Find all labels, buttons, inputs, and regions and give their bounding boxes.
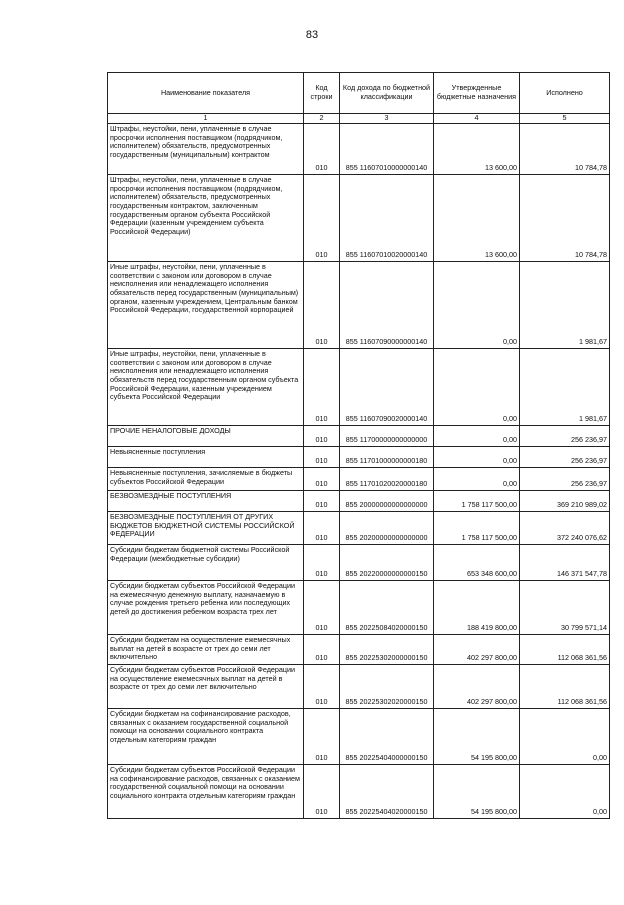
executed-amount: 256 236,97 (520, 468, 610, 491)
header-income-code: Код дохода по бюджетной классификации (340, 73, 434, 114)
table-row (108, 468, 610, 491)
table-row (108, 262, 610, 349)
income-code: 855 20225404000000150 (340, 709, 434, 765)
income-code: 855 20225302000000150 (340, 635, 434, 665)
approved-amount: 54 195 800,00 (434, 765, 520, 819)
budget-income-table (107, 72, 610, 819)
executed-amount: 1 981,67 (520, 262, 610, 349)
income-code: 855 20220000000000150 (340, 545, 434, 581)
table-row (108, 426, 610, 447)
column-number: 1 (108, 114, 304, 124)
approved-amount: 0,00 (434, 426, 520, 447)
executed-amount: 112 068 361,56 (520, 665, 610, 709)
column-number: 4 (434, 114, 520, 124)
approved-amount: 13 600,00 (434, 124, 520, 175)
executed-amount: 30 799 571,14 (520, 581, 610, 635)
table-row (108, 349, 610, 426)
executed-amount: 10 784,78 (520, 124, 610, 175)
line-code: 010 (304, 468, 340, 491)
column-number: 3 (340, 114, 434, 124)
line-code: 010 (304, 635, 340, 665)
page-number: 83 (305, 29, 319, 41)
line-code: 010 (304, 765, 340, 819)
table-row (108, 581, 610, 635)
executed-amount: 372 240 076,62 (520, 512, 610, 545)
line-code: 010 (304, 665, 340, 709)
income-code: 855 11607090000000140 (340, 262, 434, 349)
income-code: 855 20000000000000000 (340, 491, 434, 512)
approved-amount: 188 419 800,00 (434, 581, 520, 635)
approved-amount: 653 348 600,00 (434, 545, 520, 581)
income-code: 855 11607010000000140 (340, 124, 434, 175)
executed-amount: 369 210 989,02 (520, 491, 610, 512)
approved-amount: 0,00 (434, 349, 520, 426)
line-code: 010 (304, 175, 340, 262)
table-row (108, 175, 610, 262)
income-code: 855 20225404020000150 (340, 765, 434, 819)
approved-amount: 402 297 800,00 (434, 665, 520, 709)
income-code: 855 20225302020000150 (340, 665, 434, 709)
line-code: 010 (304, 545, 340, 581)
approved-amount: 402 297 800,00 (434, 635, 520, 665)
indicator-name: Субсидии бюджетам на осуществление ежемесячных выплат на детей в возрасте от трех до семи лет включительно (108, 635, 304, 665)
table-row (108, 491, 610, 512)
indicator-name: Иные штрафы, неустойки, пени, уплаченные в соответствии с законом или договором в случае неисполнения или ненадлежащего исполнения обязательств перед государственным (муниципальным) органом, казенным учреждением, Центральным банком Российской Федерации, государственной корпорацией (108, 262, 304, 349)
approved-amount: 0,00 (434, 262, 520, 349)
approved-amount: 54 195 800,00 (434, 709, 520, 765)
executed-amount: 0,00 (520, 709, 610, 765)
income-code: 855 11607090020000140 (340, 349, 434, 426)
header-indicator-name: Наименование показателя (108, 73, 304, 114)
indicator-name: БЕЗВОЗМЕЗДНЫЕ ПОСТУПЛЕНИЯ ОТ ДРУГИХ БЮДЖЕТОВ БЮДЖЕТНОЙ СИСТЕМЫ РОССИЙСКОЙ ФЕДЕРАЦИИ (108, 512, 304, 545)
income-code: 855 11701000000000180 (340, 447, 434, 468)
indicator-name: Субсидии бюджетам субъектов Российской Федерации на софинансирование расходов, связанных с оказанием государственной социальной помощи на основании социального контракта отдельным категориям граждан (108, 765, 304, 819)
header-executed: Исполнено (520, 73, 610, 114)
column-number: 2 (304, 114, 340, 124)
income-code: 855 20200000000000000 (340, 512, 434, 545)
table-row (108, 635, 610, 665)
table-row (108, 124, 610, 175)
header-line-code: Код строки (304, 73, 340, 114)
income-code: 855 11700000000000000 (340, 426, 434, 447)
indicator-name: Субсидии бюджетам бюджетной системы Российской Федерации (межбюджетные субсидии) (108, 545, 304, 581)
line-code: 010 (304, 426, 340, 447)
line-code: 010 (304, 262, 340, 349)
executed-amount: 10 784,78 (520, 175, 610, 262)
indicator-name: БЕЗВОЗМЕЗДНЫЕ ПОСТУПЛЕНИЯ (108, 491, 304, 512)
income-code: 855 11701020020000180 (340, 468, 434, 491)
table-row (108, 545, 610, 581)
approved-amount: 1 758 117 500,00 (434, 491, 520, 512)
indicator-name: Штрафы, неустойки, пени, уплаченные в случае просрочки исполнения поставщиком (подрядчиком, исполнителем) обязательств, предусмотренных государственным контрактом, заключенным государственным органом субъекта Российской Федерации (казенным учреждением субъекта Российской Федерации) (108, 175, 304, 262)
approved-amount: 13 600,00 (434, 175, 520, 262)
line-code: 010 (304, 124, 340, 175)
indicator-name: Субсидии бюджетам на софинансирование расходов, связанных с оказанием государственной социальной помощи на основании социального контракта отдельным категориям граждан (108, 709, 304, 765)
column-number: 5 (520, 114, 610, 124)
executed-amount: 112 068 361,56 (520, 635, 610, 665)
line-code: 010 (304, 709, 340, 765)
executed-amount: 256 236,97 (520, 447, 610, 468)
approved-amount: 1 758 117 500,00 (434, 512, 520, 545)
executed-amount: 256 236,97 (520, 426, 610, 447)
table-row (108, 765, 610, 819)
column-number-row (108, 114, 610, 124)
header-approved: Утвержденные бюджетные назначения (434, 73, 520, 114)
indicator-name: Невыясненные поступления (108, 447, 304, 468)
executed-amount: 0,00 (520, 765, 610, 819)
line-code: 010 (304, 491, 340, 512)
indicator-name: Субсидии бюджетам субъектов Российской Федерации на ежемесячную денежную выплату, назначаемую в случае рождения третьего ребенка или последующих детей до достижения ребенком возраста трех лет (108, 581, 304, 635)
income-code: 855 11607010020000140 (340, 175, 434, 262)
line-code: 010 (304, 447, 340, 468)
table-row (108, 665, 610, 709)
line-code: 010 (304, 512, 340, 545)
table-header-row (108, 73, 610, 114)
indicator-name: Субсидии бюджетам субъектов Российской Федерации на осуществление ежемесячных выплат на детей в возрасте от трех до семи лет включительно (108, 665, 304, 709)
line-code: 010 (304, 349, 340, 426)
table-row (108, 512, 610, 545)
approved-amount: 0,00 (434, 447, 520, 468)
table-row (108, 709, 610, 765)
table-row (108, 447, 610, 468)
line-code: 010 (304, 581, 340, 635)
executed-amount: 146 371 547,78 (520, 545, 610, 581)
income-code: 855 20225084020000150 (340, 581, 434, 635)
approved-amount: 0,00 (434, 468, 520, 491)
indicator-name: Невыясненные поступления, зачисляемые в бюджеты субъектов Российской Федерации (108, 468, 304, 491)
indicator-name: Штрафы, неустойки, пени, уплаченные в случае просрочки исполнения поставщиком (подрядчиком, исполнителем) обязательств, предусмотренных государственным (муниципальным) контрактом (108, 124, 304, 175)
indicator-name: Иные штрафы, неустойки, пени, уплаченные в соответствии с законом или договором в случае неисполнения или ненадлежащего исполнения обязательств перед государственным органом субъекта Российской Федерации, казенным учреждением субъекта Российской Федерации (108, 349, 304, 426)
executed-amount: 1 981,67 (520, 349, 610, 426)
indicator-name: ПРОЧИЕ НЕНАЛОГОВЫЕ ДОХОДЫ (108, 426, 304, 447)
